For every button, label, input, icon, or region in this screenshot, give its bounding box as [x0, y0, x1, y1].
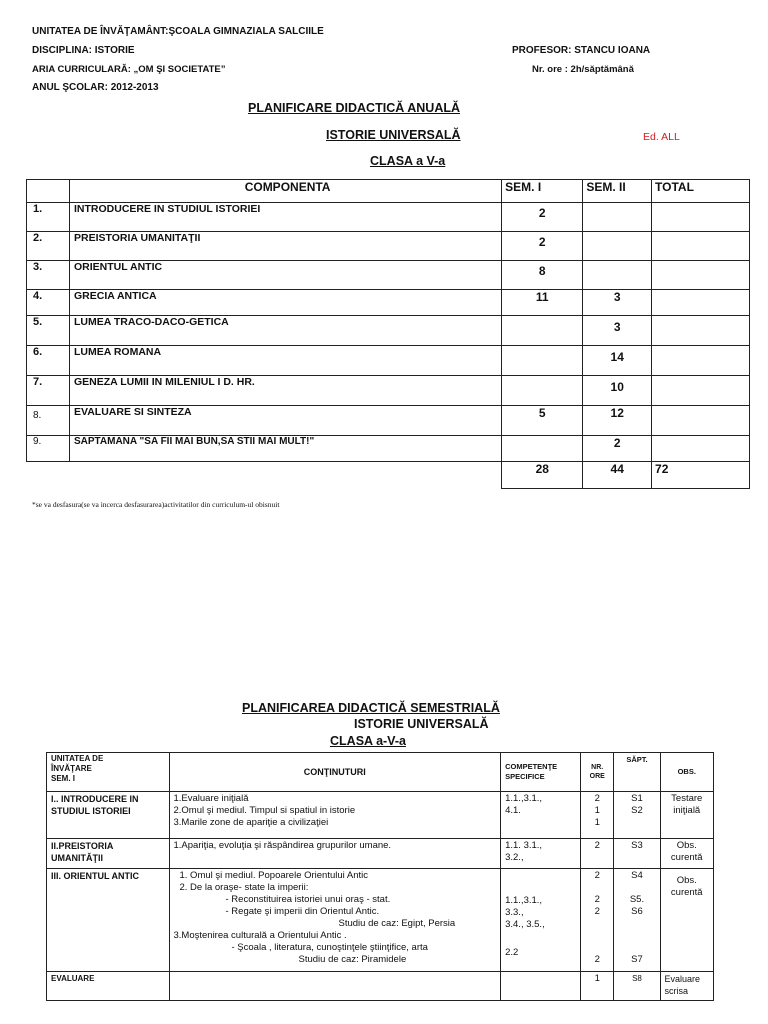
content-line: Studiu de caz: Egipt, Persia: [338, 918, 456, 929]
header-week: SĂPT.: [614, 753, 660, 792]
school-name: UNITATEA DE ÎNVĂŢAMÂNT:ŞCOALA GIMNAZIALA SALCIILE: [32, 26, 324, 37]
annual-table-header: [27, 180, 750, 203]
row-number: 3.: [27, 261, 70, 290]
row-number: 4.: [27, 290, 70, 316]
row-unit-line: I.. INTRODUCERE IN: [51, 794, 139, 804]
row-total: [652, 232, 750, 261]
hours-line: 2: [594, 870, 600, 881]
header-sem1: SEM. I: [502, 180, 583, 203]
row-sem2: 10: [583, 376, 652, 406]
obs-line: Obs.: [676, 875, 697, 886]
competence-line: 4.1.: [505, 805, 521, 816]
row-sem2: 3: [583, 290, 652, 316]
header-hours: [580, 753, 613, 792]
hours-line: 1: [594, 973, 600, 984]
header-total: TOTAL: [652, 180, 750, 203]
row-sem1: [502, 316, 583, 346]
row-unit: [47, 792, 170, 839]
row-component: GRECIA ANTICA: [69, 290, 501, 316]
table-row: [27, 316, 750, 346]
row-obs: [660, 972, 714, 1001]
row-component: ORIENTUL ANTIC: [69, 261, 501, 290]
table-row: [47, 869, 714, 972]
obs-line: Testare: [671, 793, 703, 804]
row-weeks: [614, 839, 660, 869]
header-hours-line: ORE: [589, 773, 605, 780]
discipline: DISCIPLINA: ISTORIE: [32, 45, 135, 56]
row-sem1: [502, 376, 583, 406]
hours-line: 1: [594, 805, 600, 816]
edition-label: Ed. ALL: [643, 131, 680, 143]
content-line: 1.Evaluare iniţială: [173, 793, 249, 804]
header-obs: OBS.: [660, 753, 714, 792]
semester-title: PLANIFICAREA DIDACTICĂ SEMESTRIALĂ: [242, 701, 500, 715]
row-sem2: [583, 203, 652, 232]
week-line: S3: [631, 840, 643, 851]
content-line: - Şcoala , literatura, cunoştinţele ştiinţifice, arta: [231, 942, 428, 953]
row-sem1: 5: [502, 406, 583, 436]
obs-line: curentă: [670, 887, 703, 898]
totals-spacer: [27, 462, 70, 489]
annual-title: PLANIFICARE DIDACTICĂ ANUALĂ: [248, 101, 461, 115]
total-sem1: 28: [502, 462, 583, 489]
table-row: [27, 436, 750, 462]
obs-line: curentă: [670, 852, 703, 863]
school-year: ANUL ŞCOLAR: 2012-2013: [32, 82, 159, 93]
row-component: PREISTORIA UMANITAŢII: [69, 232, 501, 261]
content-line: 1. Omul şi mediul. Popoarele Orientului Antic: [179, 870, 369, 881]
annual-class: CLASA a V-a: [370, 154, 446, 168]
row-unit: [47, 839, 170, 869]
header-competences: [501, 753, 581, 792]
row-number: 9.: [27, 436, 70, 462]
totals-row: [27, 462, 750, 489]
row-unit-line: EVALUARE: [51, 974, 95, 983]
obs-line: iniţială: [673, 805, 701, 816]
header-unit-line: SEM. I: [51, 774, 76, 783]
week-line: S7: [631, 954, 643, 965]
row-competences: [501, 972, 581, 1001]
row-content: [169, 869, 501, 972]
weekly-hours: Nr. ore : 2h/săptămână: [532, 64, 634, 75]
teacher-name: PROFESOR: STANCU IOANA: [512, 45, 651, 56]
header-sem2: SEM. II: [583, 180, 652, 203]
row-unit-line: II.PREISTORIA: [51, 841, 114, 851]
week-line: S6: [631, 906, 643, 917]
content-line: 3.Moştenirea culturală a Orientului Antic .: [173, 930, 347, 941]
total-overall: 72: [652, 462, 750, 489]
competence-line: 1.1.,3.1.,: [505, 895, 543, 906]
hours-line: 2: [594, 793, 600, 804]
row-component: INTRODUCERE IN STUDIUL ISTORIEI: [69, 203, 501, 232]
row-unit-line: UMANITĂŢII: [51, 853, 103, 863]
row-total: [652, 203, 750, 232]
hours-line: 2: [594, 840, 600, 851]
row-component: LUMEA TRACO-DACO-GETICA: [69, 316, 501, 346]
hours-line: 2: [594, 954, 600, 965]
row-total: [652, 436, 750, 462]
row-competences: [501, 792, 581, 839]
header-unit-line: UNITATEA DE: [51, 754, 104, 763]
header-competences-line: COMPETENŢE: [505, 762, 558, 771]
curricular-area: ARIA CURRICULARĂ: „OM ŞI SOCIETATE”: [32, 64, 226, 75]
row-content: [169, 972, 501, 1001]
row-unit: [47, 972, 170, 1001]
row-sem1: 2: [502, 232, 583, 261]
row-competences: [501, 839, 581, 869]
row-content: [169, 792, 501, 839]
competence-line: 3.3.,: [505, 907, 524, 918]
row-sem2: 3: [583, 316, 652, 346]
row-sem2: [583, 232, 652, 261]
table-row: [27, 203, 750, 232]
row-number: 6.: [27, 346, 70, 376]
obs-line: Obs.: [676, 840, 697, 851]
competence-line: 1.1. 3.1.,: [505, 840, 543, 851]
footnote: *se va desfasura(se va incerca desfasurarea)activitatilor din curriculum-ul obisnuit: [32, 500, 280, 509]
obs-line: Evaluare: [664, 974, 701, 984]
row-total: [652, 316, 750, 346]
header-content: CONŢINUTURI: [169, 753, 501, 792]
row-obs: [660, 869, 714, 972]
row-obs: [660, 839, 714, 869]
row-sem1: 8: [502, 261, 583, 290]
competence-line: 3.2.,: [505, 852, 524, 863]
week-line: S1: [631, 793, 643, 804]
header-hours-line: NR.: [591, 764, 604, 771]
table-row: [27, 261, 750, 290]
competence-line: 3.4., 3.5.,: [505, 919, 545, 930]
header-component: COMPONENTA: [69, 180, 501, 203]
row-number: 8.: [27, 406, 70, 436]
row-component: GENEZA LUMII IN MILENIUL I D. HR.: [69, 376, 501, 406]
header-unit: [47, 753, 170, 792]
semester-table: [46, 752, 714, 1001]
header-unit-line: ÎNVĂŢARE: [51, 764, 92, 773]
table-row: [27, 232, 750, 261]
row-hours: [580, 972, 613, 1001]
row-weeks: [614, 869, 660, 972]
row-sem1: [502, 346, 583, 376]
row-total: [652, 290, 750, 316]
row-number: 1.: [27, 203, 70, 232]
competence-line: 2.2: [505, 947, 519, 958]
content-line: - Regate şi imperii din Orientul Antic.: [225, 906, 380, 917]
table-row: [27, 346, 750, 376]
semester-class: CLASA a-V-a: [330, 734, 406, 748]
content-line: 2.Omul şi mediul. Timpul si spatiul in istorie: [173, 805, 356, 816]
row-unit: [47, 869, 170, 972]
row-total: [652, 261, 750, 290]
week-line: S4: [631, 870, 643, 881]
table-row: [47, 839, 714, 869]
row-unit-line: STUDIUL ISTORIEI: [51, 806, 131, 816]
content-line: 3.Marile zone de apariţie a civilizaţiei: [173, 817, 329, 828]
table-row: [27, 376, 750, 406]
content-line: Studiu de caz: Piramidele: [298, 954, 407, 965]
header-competences-line: SPECIFICE: [505, 772, 545, 781]
week-line: S5.: [629, 894, 645, 905]
table-row: [47, 972, 714, 1001]
row-weeks: [614, 792, 660, 839]
row-weeks: [614, 972, 660, 1001]
row-sem1: 2: [502, 203, 583, 232]
row-competences: [501, 869, 581, 972]
total-sem2: 44: [583, 462, 652, 489]
row-component: SAPTAMANA "SA FII MAI BUN,SA STII MAI MULT!": [69, 436, 501, 462]
annual-subtitle: ISTORIE UNIVERSALĂ: [326, 128, 461, 142]
row-hours: [580, 869, 613, 972]
row-total: [652, 406, 750, 436]
row-total: [652, 346, 750, 376]
row-sem1: [502, 436, 583, 462]
semester-table-header: [47, 753, 714, 792]
header-nr-cell: [27, 180, 70, 203]
hours-line: 2: [594, 894, 600, 905]
row-number: 5.: [27, 316, 70, 346]
row-sem2: 12: [583, 406, 652, 436]
row-number: 7.: [27, 376, 70, 406]
content-line: 2. De la oraşe- state la imperii:: [179, 882, 309, 893]
week-line: S8: [632, 974, 642, 983]
row-hours: [580, 839, 613, 869]
row-obs: [660, 792, 714, 839]
row-sem2: 2: [583, 436, 652, 462]
row-total: [652, 376, 750, 406]
totals-spacer: [69, 462, 501, 489]
row-sem2: [583, 261, 652, 290]
table-row: [27, 406, 750, 436]
row-component: EVALUARE SI SINTEZA: [69, 406, 501, 436]
row-unit-line: III. ORIENTUL ANTIC: [51, 871, 140, 881]
row-component: LUMEA ROMANA: [69, 346, 501, 376]
week-line: S2: [631, 805, 643, 816]
row-number: 2.: [27, 232, 70, 261]
competence-line: 1.1.,3.1.,: [505, 793, 543, 804]
semester-subtitle: ISTORIE UNIVERSALĂ: [354, 717, 489, 731]
table-row: [27, 290, 750, 316]
obs-line: scrisa: [664, 986, 689, 996]
row-hours: [580, 792, 613, 839]
content-line: - Reconstituirea istoriei unui oraş - stat.: [225, 894, 391, 905]
row-sem2: 14: [583, 346, 652, 376]
table-row: [47, 792, 714, 839]
annual-table: [26, 179, 750, 489]
hours-line: 1: [594, 817, 600, 828]
content-line: 1.Apariţia, evoluţia şi răspândirea grupurilor umane.: [173, 840, 392, 851]
row-sem1: 11: [502, 290, 583, 316]
hours-line: 2: [594, 906, 600, 917]
row-content: [169, 839, 501, 869]
